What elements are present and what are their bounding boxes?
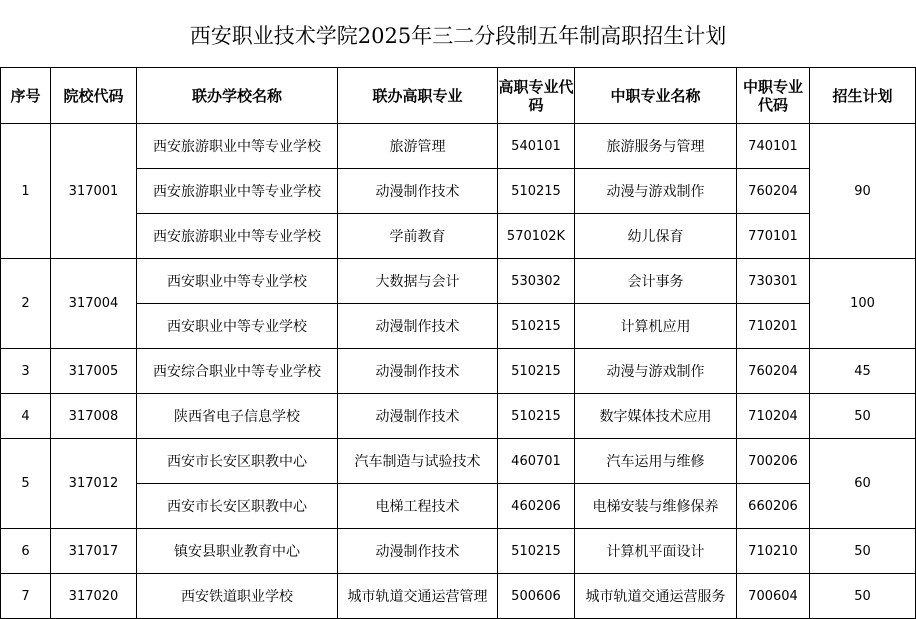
cell-higher-major: 旅游管理 (338, 124, 498, 169)
cell-plan: 100 (810, 259, 916, 349)
cell-higher-code: 460206 (498, 484, 575, 529)
cell-higher-code: 500606 (498, 574, 575, 619)
cell-higher-major: 动漫制作技术 (338, 529, 498, 574)
cell-higher-major: 学前教育 (338, 214, 498, 259)
cell-higher-code: 510215 (498, 529, 575, 574)
cell-school-code: 317020 (51, 574, 137, 619)
cell-secondary-major: 会计事务 (575, 259, 737, 304)
cell-partner-school: 西安旅游职业中等专业学校 (137, 214, 338, 259)
cell-secondary-major: 旅游服务与管理 (575, 124, 737, 169)
header-partner-school: 联办学校名称 (137, 68, 338, 124)
cell-plan: 50 (810, 574, 916, 619)
cell-school-code: 317012 (51, 439, 137, 529)
cell-higher-major: 电梯工程技术 (338, 484, 498, 529)
cell-higher-code: 510215 (498, 304, 575, 349)
cell-partner-school: 西安市长安区职教中心 (137, 439, 338, 484)
cell-secondary-code: 760204 (737, 349, 810, 394)
cell-seq: 3 (1, 349, 51, 394)
cell-higher-major: 动漫制作技术 (338, 394, 498, 439)
cell-school-code: 317005 (51, 349, 137, 394)
cell-higher-code: 530302 (498, 259, 575, 304)
header-school-code: 院校代码 (51, 68, 137, 124)
cell-higher-major: 大数据与会计 (338, 259, 498, 304)
cell-seq: 7 (1, 574, 51, 619)
cell-school-code: 317017 (51, 529, 137, 574)
cell-secondary-major: 城市轨道交通运营服务 (575, 574, 737, 619)
cell-plan: 50 (810, 394, 916, 439)
cell-school-code: 317004 (51, 259, 137, 349)
header-secondary-code: 中职专业代码 (737, 68, 810, 124)
table-row (1, 574, 916, 619)
table-row (1, 259, 916, 304)
header-secondary-major: 中职专业名称 (575, 68, 737, 124)
cell-higher-major: 动漫制作技术 (338, 169, 498, 214)
enrollment-plan-table (0, 67, 916, 619)
cell-secondary-code: 710210 (737, 529, 810, 574)
header-seq: 序号 (1, 68, 51, 124)
table-row (1, 349, 916, 394)
cell-partner-school: 西安旅游职业中等专业学校 (137, 169, 338, 214)
header-higher-major: 联办高职专业 (338, 68, 498, 124)
cell-secondary-major: 电梯安装与维修保养 (575, 484, 737, 529)
cell-seq: 6 (1, 529, 51, 574)
cell-plan: 60 (810, 439, 916, 529)
cell-higher-code: 540101 (498, 124, 575, 169)
cell-school-code: 317001 (51, 124, 137, 259)
cell-secondary-code: 700604 (737, 574, 810, 619)
cell-secondary-code: 760204 (737, 169, 810, 214)
table-row (1, 304, 916, 349)
cell-partner-school: 西安职业中等专业学校 (137, 304, 338, 349)
cell-secondary-major: 计算机应用 (575, 304, 737, 349)
cell-partner-school: 西安旅游职业中等专业学校 (137, 124, 338, 169)
table-row (1, 529, 916, 574)
table-row (1, 169, 916, 214)
header-plan: 招生计划 (810, 68, 916, 124)
cell-plan: 50 (810, 529, 916, 574)
table-body (1, 124, 916, 619)
table-header-row (1, 68, 916, 124)
cell-higher-code: 570102K (498, 214, 575, 259)
cell-higher-major: 汽车制造与试验技术 (338, 439, 498, 484)
table-row (1, 394, 916, 439)
cell-secondary-code: 700206 (737, 439, 810, 484)
cell-higher-code: 510215 (498, 349, 575, 394)
cell-higher-code: 510215 (498, 169, 575, 214)
table-row (1, 214, 916, 259)
cell-partner-school: 陕西省电子信息学校 (137, 394, 338, 439)
cell-secondary-major: 动漫与游戏制作 (575, 349, 737, 394)
cell-higher-code: 460701 (498, 439, 575, 484)
cell-partner-school: 西安市长安区职教中心 (137, 484, 338, 529)
table-row (1, 439, 916, 484)
cell-higher-major: 动漫制作技术 (338, 304, 498, 349)
cell-plan: 45 (810, 349, 916, 394)
cell-partner-school: 镇安县职业教育中心 (137, 529, 338, 574)
cell-secondary-major: 动漫与游戏制作 (575, 169, 737, 214)
cell-partner-school: 西安职业中等专业学校 (137, 259, 338, 304)
page-title: 西安职业技术学院2025年三二分段制五年制高职招生计划 (0, 0, 916, 68)
cell-secondary-major: 数字媒体技术应用 (575, 394, 737, 439)
cell-seq: 5 (1, 439, 51, 529)
table-row (1, 124, 916, 169)
cell-seq: 1 (1, 124, 51, 259)
header-higher-code: 高职专业代码 (498, 68, 575, 124)
cell-secondary-code: 660206 (737, 484, 810, 529)
cell-school-code: 317008 (51, 394, 137, 439)
cell-secondary-major: 幼儿保育 (575, 214, 737, 259)
cell-higher-major: 城市轨道交通运营管理 (338, 574, 498, 619)
cell-seq: 4 (1, 394, 51, 439)
cell-higher-code: 510215 (498, 394, 575, 439)
cell-plan: 90 (810, 124, 916, 259)
cell-higher-major: 动漫制作技术 (338, 349, 498, 394)
cell-secondary-code: 740101 (737, 124, 810, 169)
cell-partner-school: 西安铁道职业学校 (137, 574, 338, 619)
cell-partner-school: 西安综合职业中等专业学校 (137, 349, 338, 394)
cell-secondary-code: 710201 (737, 304, 810, 349)
table-row (1, 484, 916, 529)
cell-secondary-code: 730301 (737, 259, 810, 304)
cell-secondary-code: 710204 (737, 394, 810, 439)
cell-secondary-code: 770101 (737, 214, 810, 259)
cell-secondary-major: 汽车运用与维修 (575, 439, 737, 484)
cell-secondary-major: 计算机平面设计 (575, 529, 737, 574)
cell-seq: 2 (1, 259, 51, 349)
